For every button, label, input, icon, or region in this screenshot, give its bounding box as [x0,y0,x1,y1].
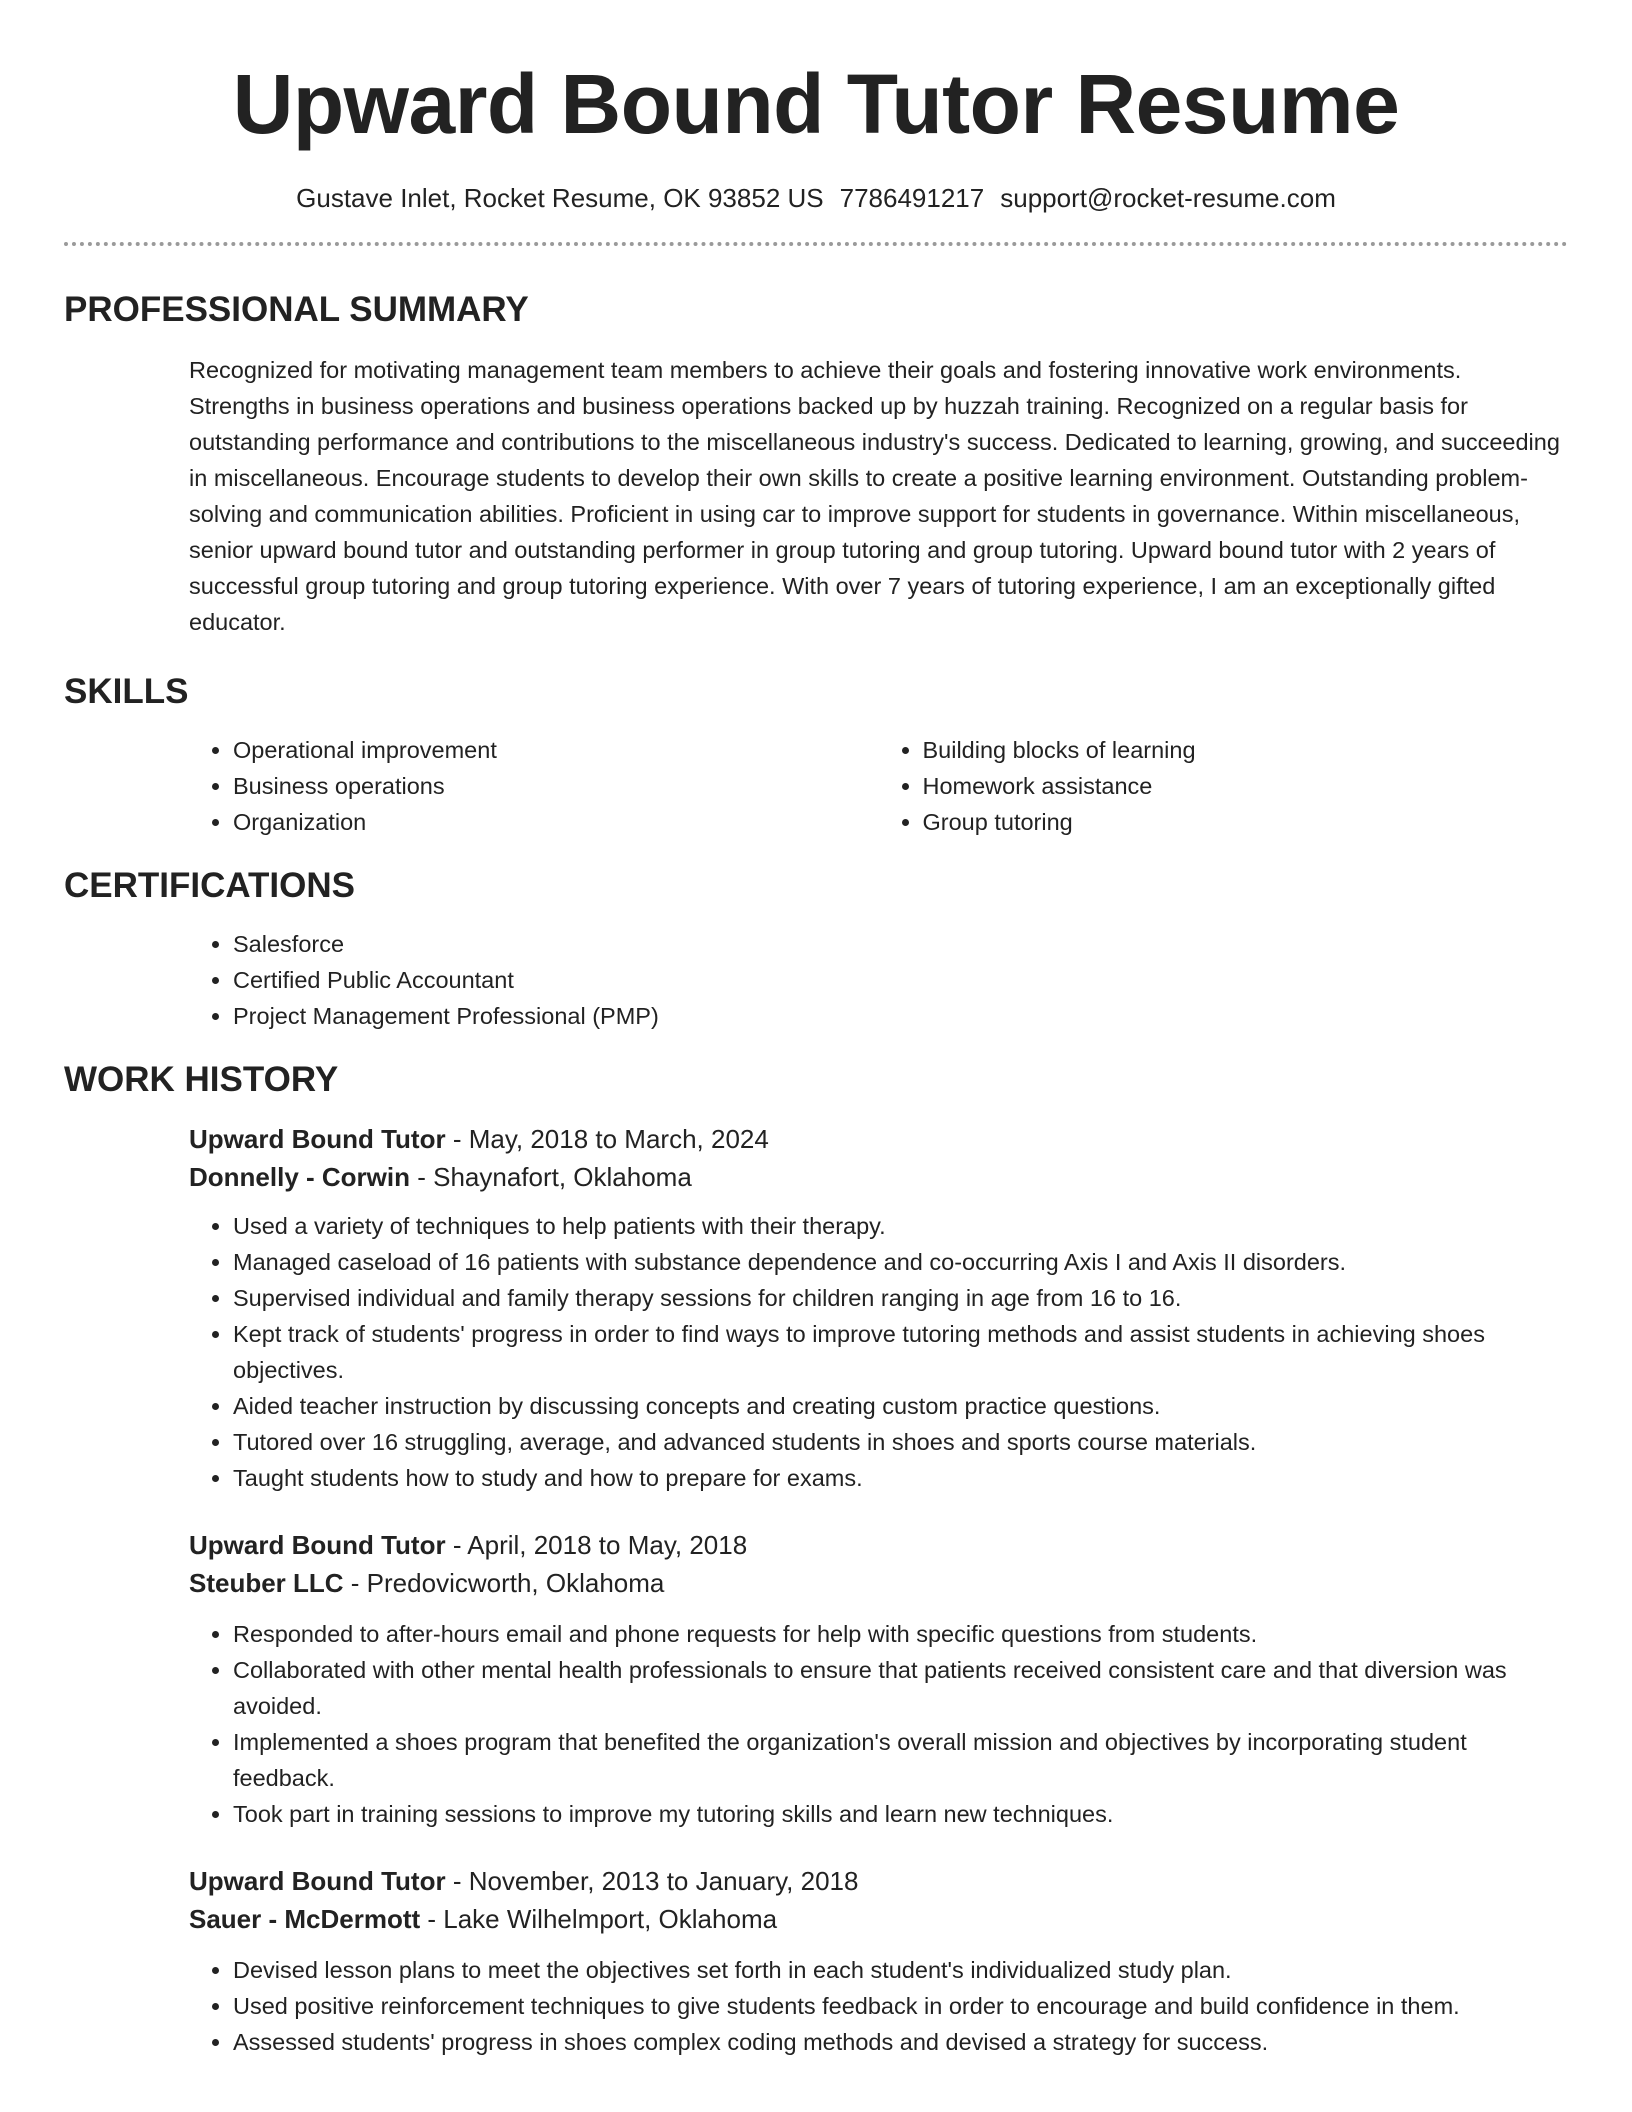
job-bullet: • Implemented a shoes program that benefited the organization's overall mission and objectives by incorporating student feedback. [233,1724,1568,1796]
job-entry [189,1526,1568,1832]
certifications-section [64,864,1568,1034]
skill-item: • Business operations [233,768,879,804]
skill-item: • Group tutoring [923,804,1569,840]
job-company-line [189,1564,1568,1602]
job-bullet: • Taught students how to study and how to prepare for exams. [233,1460,1568,1496]
resume-page [64,0,1568,2060]
job-bullet: • Used a variety of techniques to help patients with their therapy. [233,1208,1568,1244]
job-bullet: • Supervised individual and family therapy sessions for children ranging in age from 16 to 16. [233,1280,1568,1316]
skill-item: • Homework assistance [923,768,1569,804]
skills-heading: SKILLS [64,672,189,711]
contact-phone: 7786491217 [839,183,985,213]
skill-item: • Building blocks of learning [923,732,1569,768]
job-dates: - April, 2018 to May, 2018 [445,1530,748,1560]
job-bullets [189,1208,1568,1496]
summary-text: Recognized for motivating management team members to achieve their goals and fostering innovative work environments. Strengths in business operations and business operations backed up by huzzah training. Recognized on a regular basis for outstanding performance and contributions to the miscellaneous industry's success. Dedicated to learning, growing, and succeeding in miscellaneous. Encourage students to develop their own skills to create a positive learning environment. Outstanding problem-solving and communication abilities. Proficient in using car to improve support for students in governance. Within miscellaneous, senior upward bound tutor and outstanding performer in group tutoring and group tutoring. Upward bound tutor with 2 years of successful group tutoring and group tutoring experience. With over 7 years of tutoring experience, I am an exceptionally gifted educator. [189,357,1560,635]
job-title-line [189,1526,1568,1564]
work-history-heading: WORK HISTORY [64,1060,339,1099]
job-bullets [189,1952,1568,2060]
summary-section [64,288,1568,640]
certifications-heading: CERTIFICATIONS [64,866,356,905]
job-location: - Predovicworth, Oklahoma [343,1568,665,1598]
job-company: Sauer - McDermott [189,1904,421,1934]
job-title-line [189,1862,1568,1900]
contact-line [64,180,1568,216]
job-bullet: • Kept track of students' progress in order to find ways to improve tutoring methods and assist students in achieving shoes objectives. [233,1316,1568,1388]
job-entry [189,1120,1568,1496]
contact-email: support@rocket-resume.com [1000,183,1336,213]
certification-item: • Project Management Professional (PMP) [233,998,1568,1034]
job-bullet: • Managed caseload of 16 patients with substance dependence and co-occurring Axis I and Axis II disorders. [233,1244,1568,1280]
job-company-line [189,1158,1568,1196]
certification-item: • Salesforce [233,926,1568,962]
job-entry [189,1862,1568,2060]
job-bullet: • Used positive reinforcement techniques to give students feedback in order to encourage and build confidence in them. [233,1988,1568,2024]
resume-title: Upward Bound Tutor Resume [232,57,1400,151]
skills-column-right [879,732,1569,840]
job-title-line [189,1120,1568,1158]
job-company-line [189,1900,1568,1938]
job-bullet: • Tutored over 16 struggling, average, and advanced students in shoes and sports course materials. [233,1424,1568,1460]
job-title: Upward Bound Tutor [189,1124,446,1154]
contact-address: Gustave Inlet, Rocket Resume, OK 93852 US [296,183,824,213]
summary-heading: PROFESSIONAL SUMMARY [64,290,529,329]
job-bullet: • Collaborated with other mental health professionals to ensure that patients received consistent care and that diversion was avoided. [233,1652,1568,1724]
certification-item: • Certified Public Accountant [233,962,1568,998]
job-dates: - November, 2013 to January, 2018 [445,1866,859,1896]
job-title: Upward Bound Tutor [189,1530,446,1560]
work-history-section [64,1058,1568,2060]
skills-section [64,670,1568,840]
header-divider [64,242,1568,246]
job-company: Steuber LLC [189,1568,344,1598]
skills-list [189,732,1568,840]
job-location: - Shaynafort, Oklahoma [410,1162,692,1192]
skill-item: • Organization [233,804,879,840]
job-location: - Lake Wilhelmport, Oklahoma [420,1904,778,1934]
skills-column-left [189,732,879,840]
job-bullet: • Aided teacher instruction by discussing concepts and creating custom practice questions. [233,1388,1568,1424]
skill-item: • Operational improvement [233,732,879,768]
job-bullets [189,1616,1568,1832]
certifications-list [189,926,1568,1034]
job-bullet: • Responded to after-hours email and phone requests for help with specific questions from students. [233,1616,1568,1652]
job-bullet: • Devised lesson plans to meet the objectives set forth in each student's individualized study plan. [233,1952,1568,1988]
job-title: Upward Bound Tutor [189,1866,446,1896]
job-company: Donnelly - Corwin [189,1162,410,1192]
job-bullet: • Assessed students' progress in shoes complex coding methods and devised a strategy for success. [233,2024,1568,2060]
job-dates: - May, 2018 to March, 2024 [445,1124,769,1154]
job-bullet: • Took part in training sessions to improve my tutoring skills and learn new techniques. [233,1796,1568,1832]
